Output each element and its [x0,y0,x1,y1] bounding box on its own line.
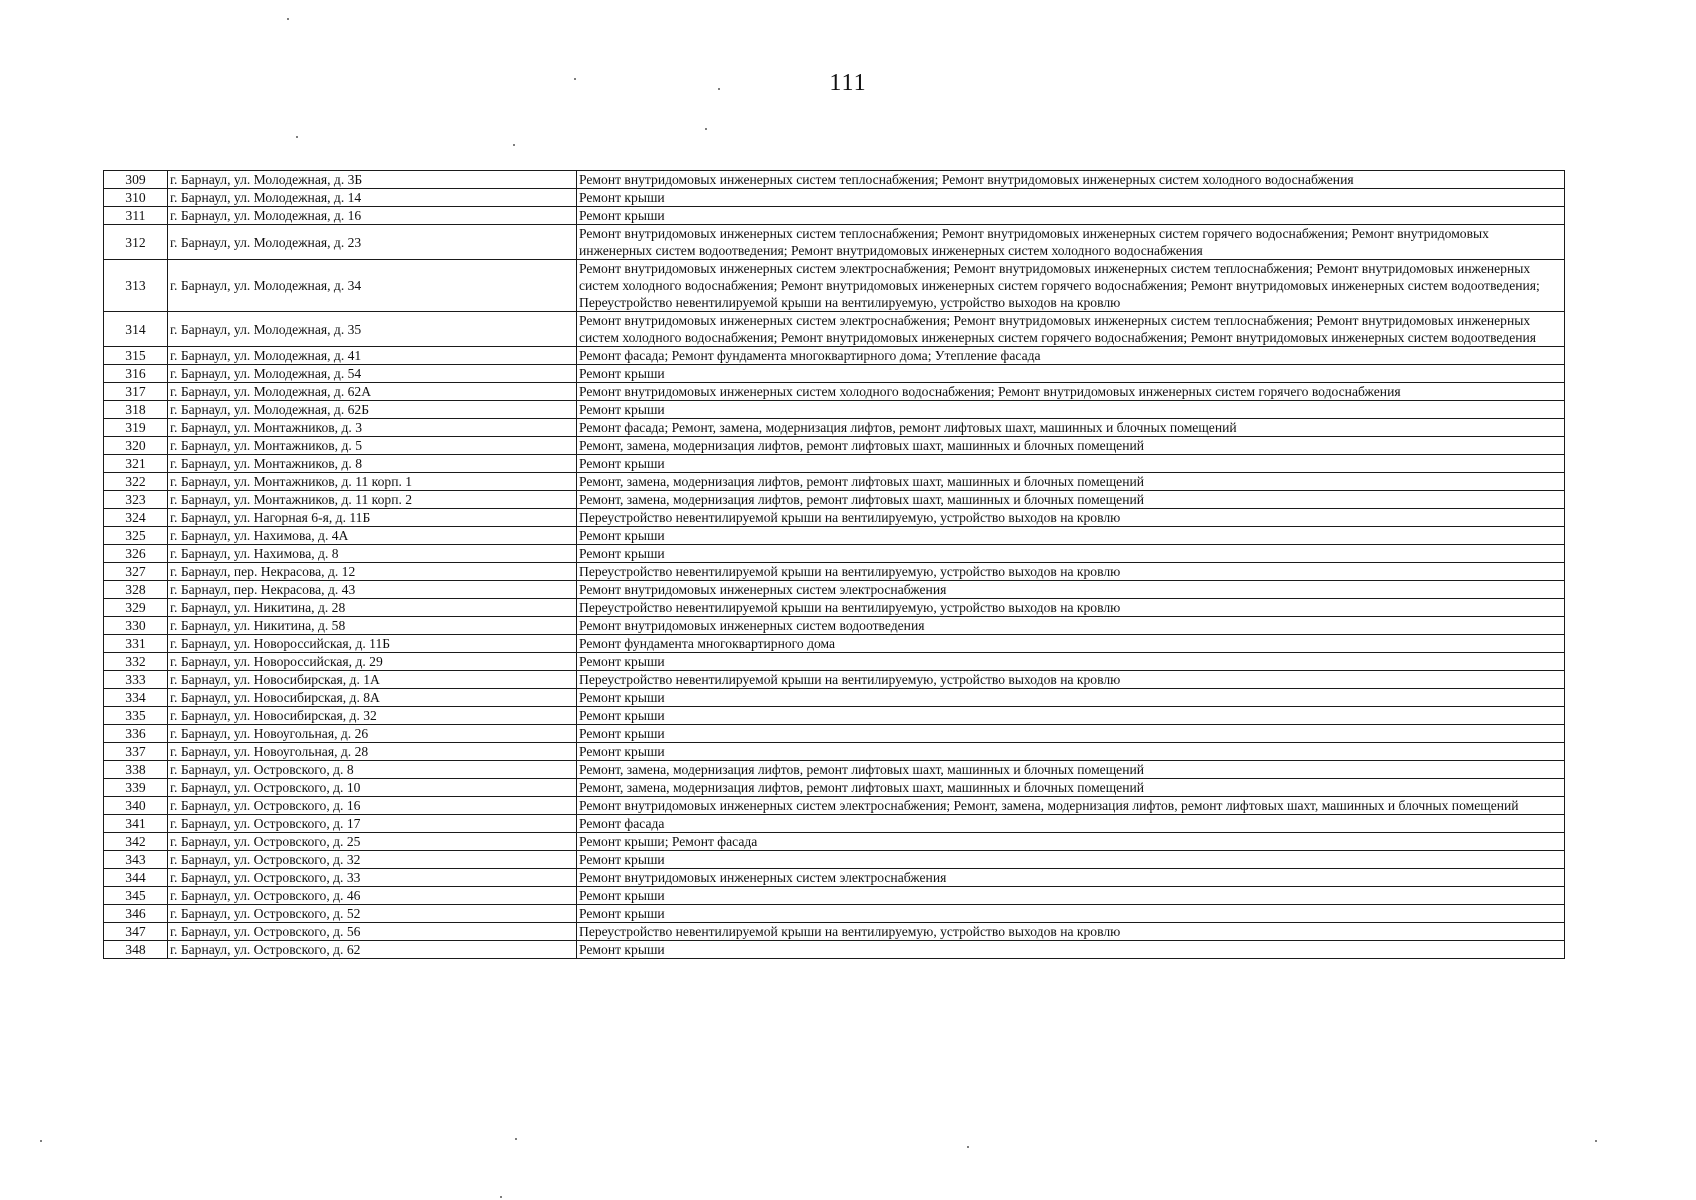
row-work-type: Ремонт крыши [577,365,1565,383]
row-work-type: Ремонт внутридомовых инженерных систем электроснабжения; Ремонт внутридомовых инженерных систем теплоснабжения; Ремонт внутридомовых инженерных систем холодного водоснабжения; Ремонт внутридомовых инженерных систем горячего водоснабжения; Ремонт внутридомовых инженерных систем водоотведения; Переустройство невентилируемой крыши на вентилируемую, устройство выходов на кровлю [577,260,1565,312]
row-work-type: Переустройство невентилируемой крыши на вентилируемую, устройство выходов на кровлю [577,923,1565,941]
row-number: 322 [104,473,168,491]
row-address: г. Барнаул, пер. Некрасова, д. 43 [168,581,577,599]
row-number: 328 [104,581,168,599]
row-work-type: Ремонт крыши [577,905,1565,923]
row-number: 317 [104,383,168,401]
table-body [104,171,1565,959]
row-address: г. Барнаул, ул. Молодежная, д. 41 [168,347,577,365]
row-address: г. Барнаул, ул. Островского, д. 8 [168,761,577,779]
table-row [104,383,1565,401]
row-work-type: Ремонт фасада; Ремонт, замена, модернизация лифтов, ремонт лифтовых шахт, машинных и блочных помещений [577,419,1565,437]
row-address: г. Барнаул, ул. Молодежная, д. 23 [168,225,577,260]
row-number: 319 [104,419,168,437]
row-address: г. Барнаул, ул. Островского, д. 33 [168,869,577,887]
table-row [104,509,1565,527]
row-address: г. Барнаул, ул. Монтажников, д. 5 [168,437,577,455]
row-address: г. Барнаул, ул. Островского, д. 46 [168,887,577,905]
row-address: г. Барнаул, ул. Молодежная, д. 54 [168,365,577,383]
row-work-type: Ремонт крыши; Ремонт фасада [577,833,1565,851]
row-work-type: Ремонт внутридомовых инженерных систем холодного водоснабжения; Ремонт внутридомовых инженерных систем горячего водоснабжения [577,383,1565,401]
row-address: г. Барнаул, ул. Нагорная 6-я, д. 11Б [168,509,577,527]
row-number: 341 [104,815,168,833]
row-work-type: Ремонт крыши [577,707,1565,725]
table-row [104,599,1565,617]
repair-works-table [103,170,1565,959]
row-number: 334 [104,689,168,707]
row-number: 335 [104,707,168,725]
row-address: г. Барнаул, ул. Островского, д. 16 [168,797,577,815]
row-number: 320 [104,437,168,455]
scan-speck [500,1196,502,1198]
row-number: 336 [104,725,168,743]
row-number: 340 [104,797,168,815]
table-row [104,260,1565,312]
row-work-type: Ремонт, замена, модернизация лифтов, ремонт лифтовых шахт, машинных и блочных помещений [577,761,1565,779]
row-work-type: Ремонт внутридомовых инженерных систем электроснабжения; Ремонт, замена, модернизация лифтов, ремонт лифтовых шахт, машинных и блочных помещений [577,797,1565,815]
row-number: 323 [104,491,168,509]
row-address: г. Барнаул, ул. Молодежная, д. 3Б [168,171,577,189]
row-number: 330 [104,617,168,635]
row-address: г. Барнаул, ул. Островского, д. 25 [168,833,577,851]
row-work-type: Ремонт крыши [577,941,1565,959]
row-address: г. Барнаул, ул. Монтажников, д. 8 [168,455,577,473]
row-number: 312 [104,225,168,260]
scan-speck [287,18,289,20]
row-number: 318 [104,401,168,419]
row-work-type: Ремонт крыши [577,887,1565,905]
row-address: г. Барнаул, ул. Нахимова, д. 8 [168,545,577,563]
scan-speck [513,144,515,146]
row-address: г. Барнаул, ул. Никитина, д. 58 [168,617,577,635]
table-row [104,617,1565,635]
row-address: г. Барнаул, ул. Молодежная, д. 35 [168,312,577,347]
table-row [104,312,1565,347]
row-address: г. Барнаул, ул. Островского, д. 17 [168,815,577,833]
table-row [104,455,1565,473]
row-number: 344 [104,869,168,887]
scan-speck [967,1146,969,1148]
row-work-type: Ремонт крыши [577,527,1565,545]
row-work-type: Переустройство невентилируемой крыши на вентилируемую, устройство выходов на кровлю [577,599,1565,617]
row-number: 347 [104,923,168,941]
row-work-type: Ремонт, замена, модернизация лифтов, ремонт лифтовых шахт, машинных и блочных помещений [577,491,1565,509]
table-row [104,743,1565,761]
row-number: 331 [104,635,168,653]
row-address: г. Барнаул, ул. Монтажников, д. 11 корп. 2 [168,491,577,509]
row-address: г. Барнаул, ул. Молодежная, д. 62Б [168,401,577,419]
scan-speck [40,1140,42,1142]
table-row [104,797,1565,815]
row-work-type: Ремонт внутридомовых инженерных систем теплоснабжения; Ремонт внутридомовых инженерных систем горячего водоснабжения; Ремонт внутридомовых инженерных систем водоотведения; Ремонт внутридомовых инженерных систем холодного водоснабжения [577,225,1565,260]
row-work-type: Ремонт крыши [577,401,1565,419]
table-row [104,653,1565,671]
row-number: 313 [104,260,168,312]
row-address: г. Барнаул, ул. Островского, д. 52 [168,905,577,923]
row-work-type: Ремонт крыши [577,689,1565,707]
row-address: г. Барнаул, ул. Островского, д. 62 [168,941,577,959]
row-number: 325 [104,527,168,545]
row-work-type: Ремонт, замена, модернизация лифтов, ремонт лифтовых шахт, машинных и блочных помещений [577,437,1565,455]
row-work-type: Ремонт крыши [577,743,1565,761]
scan-speck [515,1138,517,1140]
table-row [104,401,1565,419]
row-work-type: Ремонт внутридомовых инженерных систем электроснабжения [577,581,1565,599]
row-work-type: Ремонт внутридомовых инженерных систем электроснабжения [577,869,1565,887]
row-address: г. Барнаул, ул. Новосибирская, д. 8А [168,689,577,707]
row-work-type: Переустройство невентилируемой крыши на вентилируемую, устройство выходов на кровлю [577,563,1565,581]
table-row [104,941,1565,959]
row-address: г. Барнаул, ул. Молодежная, д. 62А [168,383,577,401]
row-number: 346 [104,905,168,923]
table-row [104,491,1565,509]
row-work-type: Ремонт внутридомовых инженерных систем электроснабжения; Ремонт внутридомовых инженерных систем теплоснабжения; Ремонт внутридомовых инженерных систем холодного водоснабжения; Ремонт внутридомовых инженерных систем горячего водоснабжения; Ремонт внутридомовых инженерных систем водоотведения [577,312,1565,347]
row-work-type: Ремонт крыши [577,851,1565,869]
table-row [104,207,1565,225]
row-number: 309 [104,171,168,189]
row-work-type: Ремонт крыши [577,545,1565,563]
row-address: г. Барнаул, ул. Никитина, д. 28 [168,599,577,617]
table-row [104,833,1565,851]
row-number: 316 [104,365,168,383]
row-number: 348 [104,941,168,959]
row-number: 327 [104,563,168,581]
row-work-type: Ремонт, замена, модернизация лифтов, ремонт лифтовых шахт, машинных и блочных помещений [577,473,1565,491]
table-row [104,225,1565,260]
page-number: 111 [829,70,867,96]
table-row [104,887,1565,905]
table-row [104,473,1565,491]
row-address: г. Барнаул, ул. Молодежная, д. 16 [168,207,577,225]
row-number: 321 [104,455,168,473]
row-work-type: Переустройство невентилируемой крыши на вентилируемую, устройство выходов на кровлю [577,509,1565,527]
table-row [104,419,1565,437]
row-number: 314 [104,312,168,347]
table-row [104,171,1565,189]
table-row [104,545,1565,563]
row-number: 337 [104,743,168,761]
row-address: г. Барнаул, ул. Монтажников, д. 11 корп. 1 [168,473,577,491]
scan-speck [296,136,298,138]
table-row [104,815,1565,833]
row-number: 345 [104,887,168,905]
row-number: 329 [104,599,168,617]
row-work-type: Ремонт крыши [577,207,1565,225]
scan-speck [718,88,720,90]
table-row [104,923,1565,941]
scan-speck [574,78,576,80]
table-row [104,581,1565,599]
table-row [104,689,1565,707]
row-address: г. Барнаул, ул. Островского, д. 10 [168,779,577,797]
row-address: г. Барнаул, ул. Новосибирская, д. 1А [168,671,577,689]
row-work-type: Ремонт крыши [577,725,1565,743]
row-number: 324 [104,509,168,527]
row-address: г. Барнаул, ул. Островского, д. 32 [168,851,577,869]
row-work-type: Ремонт фундамента многоквартирного дома [577,635,1565,653]
row-number: 333 [104,671,168,689]
row-number: 338 [104,761,168,779]
row-number: 311 [104,207,168,225]
table-row [104,189,1565,207]
row-address: г. Барнаул, ул. Нахимова, д. 4А [168,527,577,545]
row-address: г. Барнаул, ул. Молодежная, д. 34 [168,260,577,312]
table-row [104,779,1565,797]
row-work-type: Ремонт внутридомовых инженерных систем водоотведения [577,617,1565,635]
row-number: 343 [104,851,168,869]
row-number: 332 [104,653,168,671]
table-row [104,869,1565,887]
row-number: 310 [104,189,168,207]
row-address: г. Барнаул, ул. Молодежная, д. 14 [168,189,577,207]
row-work-type: Ремонт крыши [577,653,1565,671]
row-address: г. Барнаул, пер. Некрасова, д. 12 [168,563,577,581]
row-address: г. Барнаул, ул. Новороссийская, д. 29 [168,653,577,671]
table-row [104,527,1565,545]
scan-speck [1595,1140,1597,1142]
row-work-type: Ремонт крыши [577,189,1565,207]
table-row [104,347,1565,365]
table-row [104,725,1565,743]
row-number: 342 [104,833,168,851]
scan-speck [705,128,707,130]
row-address: г. Барнаул, ул. Островского, д. 56 [168,923,577,941]
row-work-type: Переустройство невентилируемой крыши на вентилируемую, устройство выходов на кровлю [577,671,1565,689]
table-row [104,851,1565,869]
table-row [104,905,1565,923]
row-number: 326 [104,545,168,563]
row-work-type: Ремонт, замена, модернизация лифтов, ремонт лифтовых шахт, машинных и блочных помещений [577,779,1565,797]
row-address: г. Барнаул, ул. Новороссийская, д. 11Б [168,635,577,653]
row-work-type: Ремонт фасада; Ремонт фундамента многоквартирного дома; Утепление фасада [577,347,1565,365]
table-row [104,635,1565,653]
row-work-type: Ремонт фасада [577,815,1565,833]
table-row [104,707,1565,725]
row-number: 339 [104,779,168,797]
row-address: г. Барнаул, ул. Новоугольная, д. 26 [168,725,577,743]
row-address: г. Барнаул, ул. Новосибирская, д. 32 [168,707,577,725]
row-work-type: Ремонт внутридомовых инженерных систем теплоснабжения; Ремонт внутридомовых инженерных систем холодного водоснабжения [577,171,1565,189]
row-work-type: Ремонт крыши [577,455,1565,473]
table-row [104,761,1565,779]
table-row [104,365,1565,383]
row-address: г. Барнаул, ул. Монтажников, д. 3 [168,419,577,437]
row-address: г. Барнаул, ул. Новоугольная, д. 28 [168,743,577,761]
table-row [104,563,1565,581]
row-number: 315 [104,347,168,365]
table-row [104,437,1565,455]
table-row [104,671,1565,689]
